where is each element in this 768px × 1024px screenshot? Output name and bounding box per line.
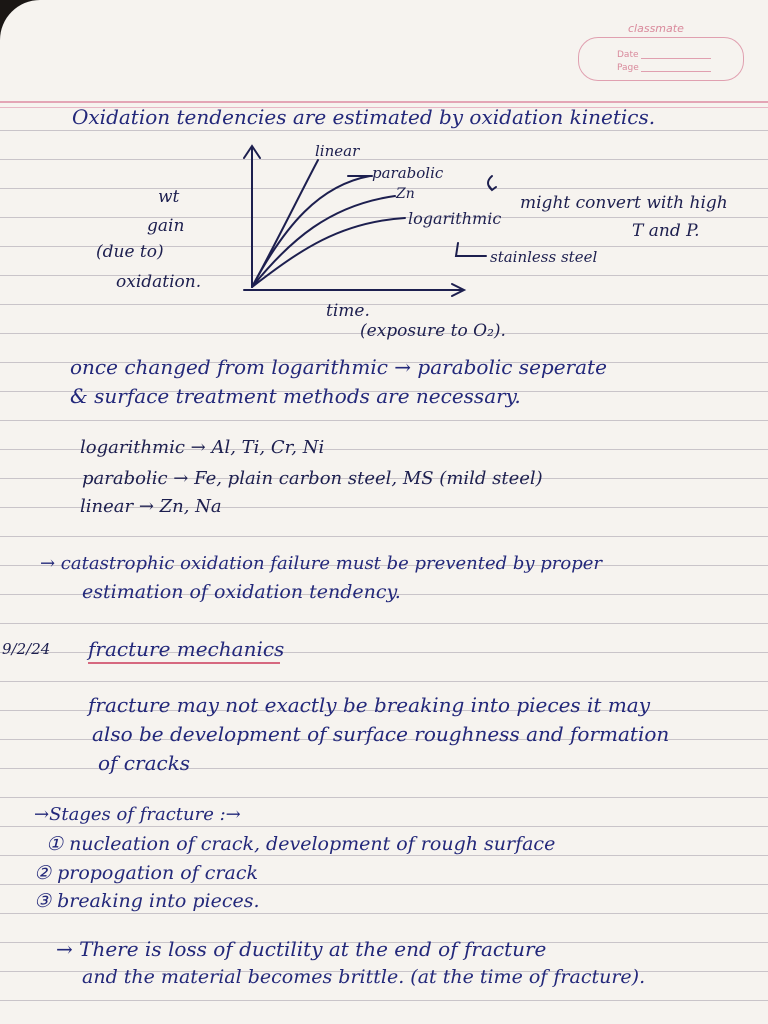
ruled-line <box>0 797 768 798</box>
heading-underline <box>88 662 280 664</box>
change-note-b: & surface treatment methods are necessary. <box>70 384 521 408</box>
y-label-wt: wt <box>158 187 180 207</box>
y-label-due-to: (due to) <box>96 242 164 262</box>
fracture-para-c: of cracks <box>98 751 191 775</box>
ruled-line <box>0 826 768 827</box>
note-t-and-p: T and P. <box>632 221 700 241</box>
list-logarithmic: logarithmic → Al, Ti, Cr, Ni <box>80 437 325 458</box>
y-label-oxidation: oxidation. <box>116 272 202 292</box>
y-label-gain: gain <box>147 216 185 236</box>
stage-3: ③ breaking into pieces. <box>34 890 260 912</box>
ruled-line <box>0 884 768 885</box>
stainless-arrow <box>456 243 486 256</box>
section-heading: fracture mechanics <box>88 637 285 661</box>
fracture-para-a: fracture may not exactly be breaking into pieces it may <box>88 693 651 717</box>
curve-label-zn: Zn <box>396 186 415 202</box>
ruled-line <box>0 536 768 537</box>
note-stainless-steel: stainless steel <box>490 248 598 266</box>
curve-label-parabolic: parabolic <box>372 164 444 182</box>
curve-label-logarithmic: logarithmic <box>408 209 502 228</box>
stages-title: →Stages of fracture :→ <box>34 804 241 825</box>
ruled-line <box>0 913 768 914</box>
final-note-a: → There is loss of ductility at the end of fracture <box>56 937 547 961</box>
oxidation-intro: Oxidation tendencies are estimated by oxidation kinetics. <box>72 105 656 129</box>
catastrophic-note-a: → catastrophic oxidation failure must be prevented by proper <box>40 553 603 574</box>
date-label: Date <box>617 50 639 60</box>
change-note-a: once changed from logarithmic → parabolic seperate <box>70 355 607 379</box>
page-label: Page <box>617 63 639 73</box>
fracture-para-b: also be development of surface roughness and formation <box>92 722 670 746</box>
curve-label-linear: linear <box>315 142 360 160</box>
zn-curve <box>252 196 395 287</box>
brand-logo: classmate <box>628 22 684 35</box>
convert-arrow <box>488 176 496 190</box>
entry-date: 9/2/24 <box>2 640 51 658</box>
parabolic-curve <box>252 176 370 287</box>
ruled-line <box>0 855 768 856</box>
ruled-line <box>0 420 768 421</box>
ruled-line <box>0 681 768 682</box>
note-might-convert: might convert with high <box>520 193 728 213</box>
list-parabolic: parabolic → Fe, plain carbon steel, MS (mild steel) <box>82 468 543 489</box>
list-linear: linear → Zn, Na <box>80 496 222 517</box>
stage-1: ① nucleation of crack, development of rough surface <box>46 833 556 855</box>
x-label-time: time. <box>326 301 370 321</box>
ruled-line <box>0 1000 768 1001</box>
x-sublabel-exposure: (exposure to O₂). <box>360 321 506 341</box>
stage-2: ② propogation of crack <box>34 862 258 884</box>
logarithmic-curve <box>252 218 405 287</box>
ruled-line <box>0 623 768 624</box>
catastrophic-note-b: estimation of oxidation tendency. <box>82 581 401 603</box>
final-note-b: and the material becomes brittle. (at the time of fracture). <box>82 966 646 988</box>
